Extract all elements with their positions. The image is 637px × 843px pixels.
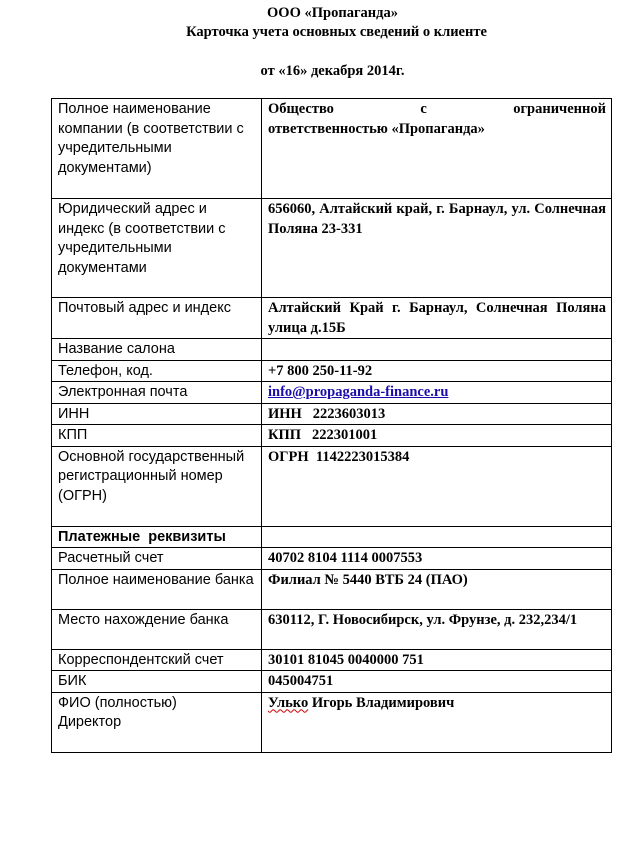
row-label xyxy=(52,692,262,752)
table-row xyxy=(52,569,612,609)
row-value: КПП 222301001 xyxy=(262,425,612,447)
row-label: Полное наименование банка xyxy=(52,569,262,609)
row-label: Телефон, код. xyxy=(52,360,262,382)
director-surname: Улько xyxy=(268,694,309,711)
card-title: Карточка учета основных сведений о клиенте xyxy=(186,24,487,40)
client-info-table xyxy=(51,98,612,753)
payment-section-heading: Платежные реквизиты xyxy=(52,526,262,548)
table-row xyxy=(52,339,612,361)
table-row xyxy=(52,649,612,671)
table-row xyxy=(52,360,612,382)
row-label: Корреспондентский счет xyxy=(52,649,262,671)
table-row xyxy=(52,609,612,649)
row-value: ОГРН 1142223015384 xyxy=(262,446,612,526)
row-label: БИК xyxy=(52,671,262,693)
row-label: Юридический адрес и индекс (в соответствии с учредительными документами xyxy=(52,199,262,298)
row-label: Расчетный счет xyxy=(52,548,262,570)
row-value xyxy=(262,382,612,404)
row-label: Почтовый адрес и индекс xyxy=(52,298,262,339)
row-value xyxy=(262,339,612,361)
table-row xyxy=(52,403,612,425)
table-row xyxy=(52,425,612,447)
row-value xyxy=(262,99,612,199)
row-value: 30101 81045 0040000 751 xyxy=(262,649,612,671)
row-label: Основной государственный регистрационный номер (ОГРН) xyxy=(52,446,262,526)
full-name-line1: Общество с ограниченной xyxy=(268,101,606,117)
table-row xyxy=(52,199,612,298)
row-value: Алтайский Край г. Барнаул, Солнечная Поляна улица д.15Б xyxy=(262,298,612,339)
row-value: +7 800 250-11-92 xyxy=(262,360,612,382)
table-row xyxy=(52,99,612,199)
full-name-line2: ответственностью «Пропаганда» xyxy=(268,120,485,137)
row-value: 656060, Алтайский край, г. Барнаул, ул. Солнечная Поляна 23-331 xyxy=(262,199,612,298)
row-value xyxy=(262,692,612,752)
row-label: ИНН xyxy=(52,403,262,425)
table-row xyxy=(52,692,612,752)
row-value: ИНН 2223603013 xyxy=(262,403,612,425)
row-label: Электронная почта xyxy=(52,382,262,404)
row-label: Название салона xyxy=(52,339,262,361)
email-link[interactable]: info@propaganda-finance.ru xyxy=(268,384,449,400)
table-row xyxy=(52,298,612,339)
table-row xyxy=(52,671,612,693)
row-value: 40702 8104 1114 0007553 xyxy=(262,548,612,570)
director-label-line1: ФИО (полностью) xyxy=(58,694,177,711)
company-heading: ООО «Пропаганда» xyxy=(267,5,398,21)
row-value: 045004751 xyxy=(262,671,612,693)
table-row xyxy=(52,446,612,526)
row-value: Филиал № 5440 ВТБ 24 (ПАО) xyxy=(262,569,612,609)
director-label-line2: Директор xyxy=(58,714,122,730)
row-label: КПП xyxy=(52,425,262,447)
table-row xyxy=(52,526,612,548)
row-value xyxy=(262,526,612,548)
director-name-rest: Игорь Владимирович xyxy=(308,694,455,711)
date-line: от «16» декабря 2014г. xyxy=(260,63,405,79)
table-row xyxy=(52,548,612,570)
row-label: Место нахождение банка xyxy=(52,609,262,649)
row-value: 630112, Г. Новосибирск, ул. Фрунзе, д. 232,234/1 xyxy=(262,609,612,649)
row-label: Полное наименование компании (в соответствии с учредительными документами) xyxy=(52,99,262,199)
table-row xyxy=(52,382,612,404)
